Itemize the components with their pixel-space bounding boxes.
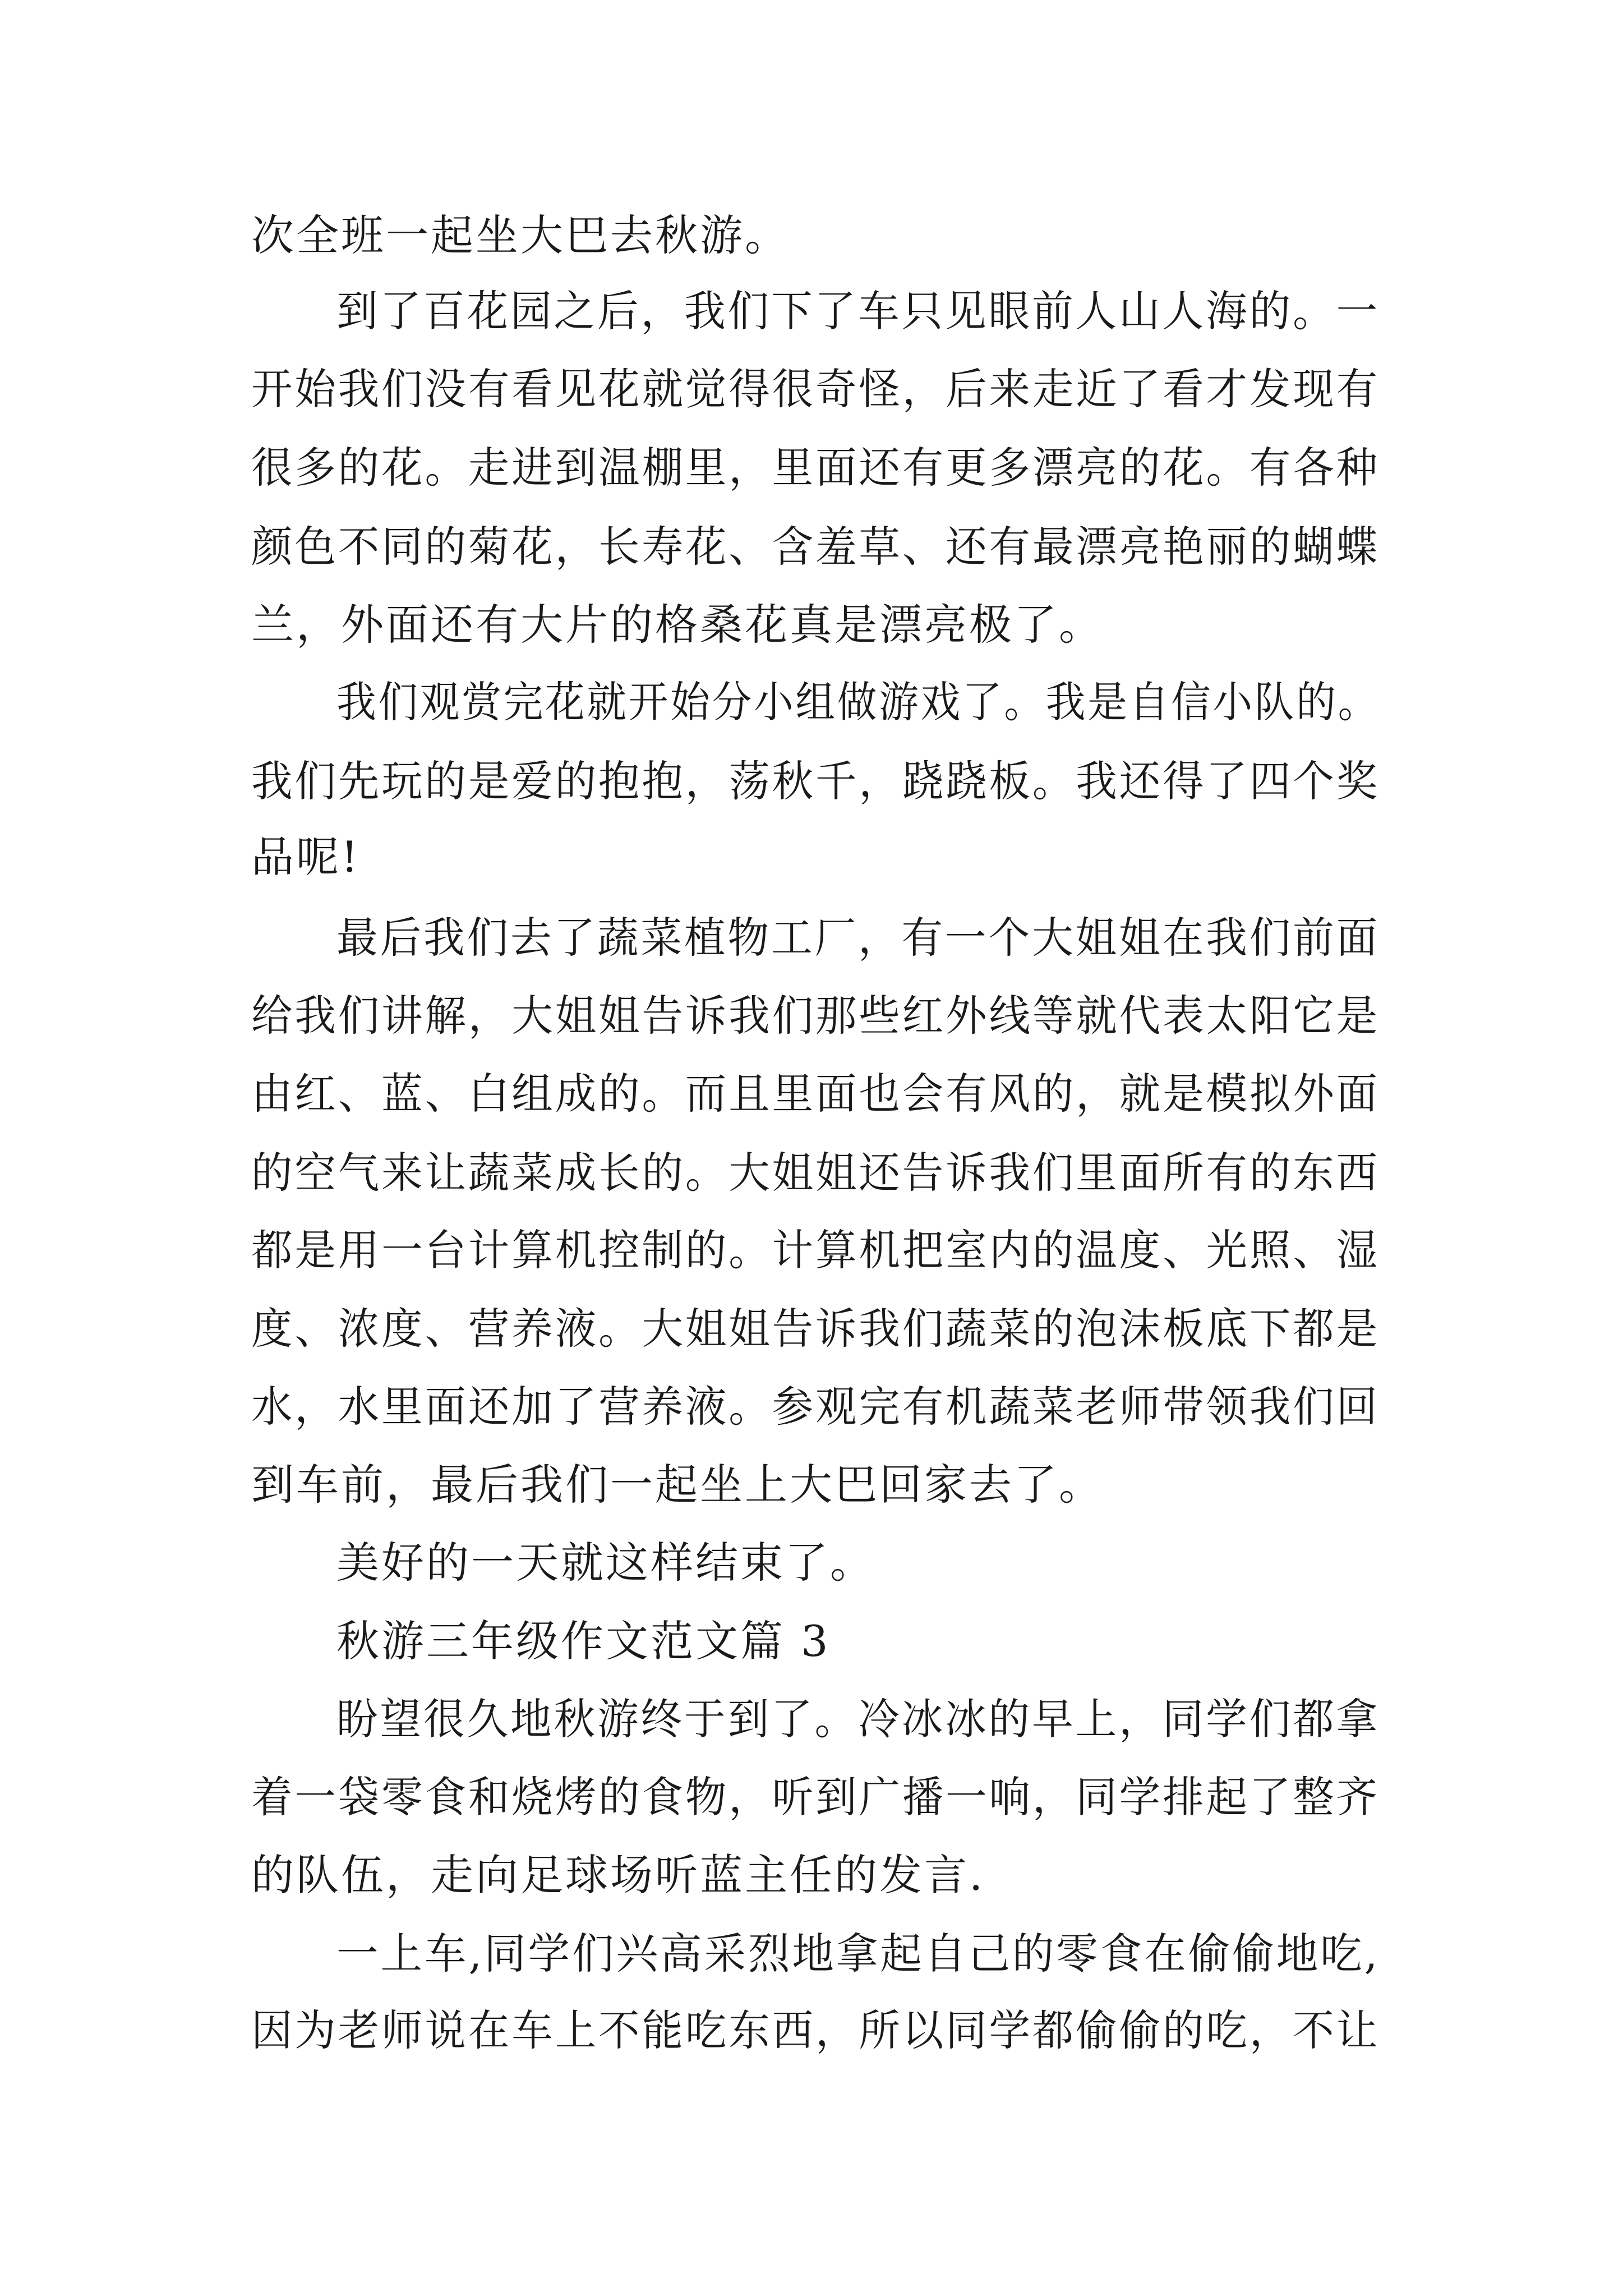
- paragraph-line: 最后我们去了蔬菜植物工厂，有一个大姐姐在我们前面: [336, 913, 1380, 963]
- paragraph-line: 都是用一台计算机控制的。计算机把室内的温度、光照、湿: [251, 1225, 1380, 1275]
- paragraph-line: 开始我们没有看见花就觉得很奇怪，后来走近了看才发现有: [251, 364, 1380, 414]
- paragraph-line: 到车前，最后我们一起坐上大巴回家去了。: [251, 1460, 1104, 1510]
- paragraph-line: 给我们讲解，大姐姐告诉我们那些红外线等就代表太阳它是: [251, 991, 1380, 1041]
- paragraph-line: 美好的一天就这样结束了。: [336, 1538, 875, 1588]
- paragraph-line: 品呢!: [251, 832, 361, 882]
- paragraph-line: 一上车,同学们兴高采烈地拿起自己的零食在偷偷地吃,: [336, 1929, 1380, 1978]
- paragraph-line: 水，水里面还加了营养液。参观完有机蔬菜老师带领我们回: [251, 1382, 1380, 1432]
- paragraph-line: 由红、蓝、白组成的。而且里面也会有风的，就是模拟外面: [251, 1069, 1380, 1119]
- paragraph-line: 盼望很久地秋游终于到了。冷冰冰的早上，同学们都拿: [336, 1694, 1380, 1744]
- paragraph-line: 颜色不同的菊花，长寿花、含羞草、还有最漂亮艳丽的蝴蝶: [251, 522, 1380, 572]
- paragraph-line: 因为老师说在车上不能吃东西，所以同学都偷偷的吃，不让: [251, 2005, 1380, 2055]
- paragraph-line: 我们先玩的是爱的抱抱，荡秋千，跷跷板。我还得了四个奖: [251, 756, 1380, 806]
- paragraph-line: 度、浓度、营养液。大姐姐告诉我们蔬菜的泡沫板底下都是: [251, 1304, 1380, 1354]
- paragraph-line: 的空气来让蔬菜成长的。大姐姐还告诉我们里面所有的东西: [251, 1148, 1380, 1198]
- paragraph-line: 很多的花。走进到温棚里，里面还有更多漂亮的花。有各种: [251, 443, 1380, 493]
- paragraph-line: 到了百花园之后，我们下了车只见眼前人山人海的。一: [336, 286, 1380, 336]
- paragraph-line: 兰，外面还有大片的格桑花真是漂亮极了。: [251, 600, 1104, 650]
- paragraph-line: 着一袋零食和烧烤的食物，听到广播一响，同学排起了整齐: [251, 1772, 1380, 1822]
- paragraph-line: 我们观赏完花就开始分小组做游戏了。我是自信小队的。: [336, 677, 1380, 727]
- paragraph-line: 的队伍，走向足球场听蓝主任的发言.: [251, 1850, 985, 1900]
- paragraph-line: 次全班一起坐大巴去秋游。: [251, 210, 790, 260]
- section-heading: 秋游三年级作文范文篇 3: [336, 1616, 831, 1666]
